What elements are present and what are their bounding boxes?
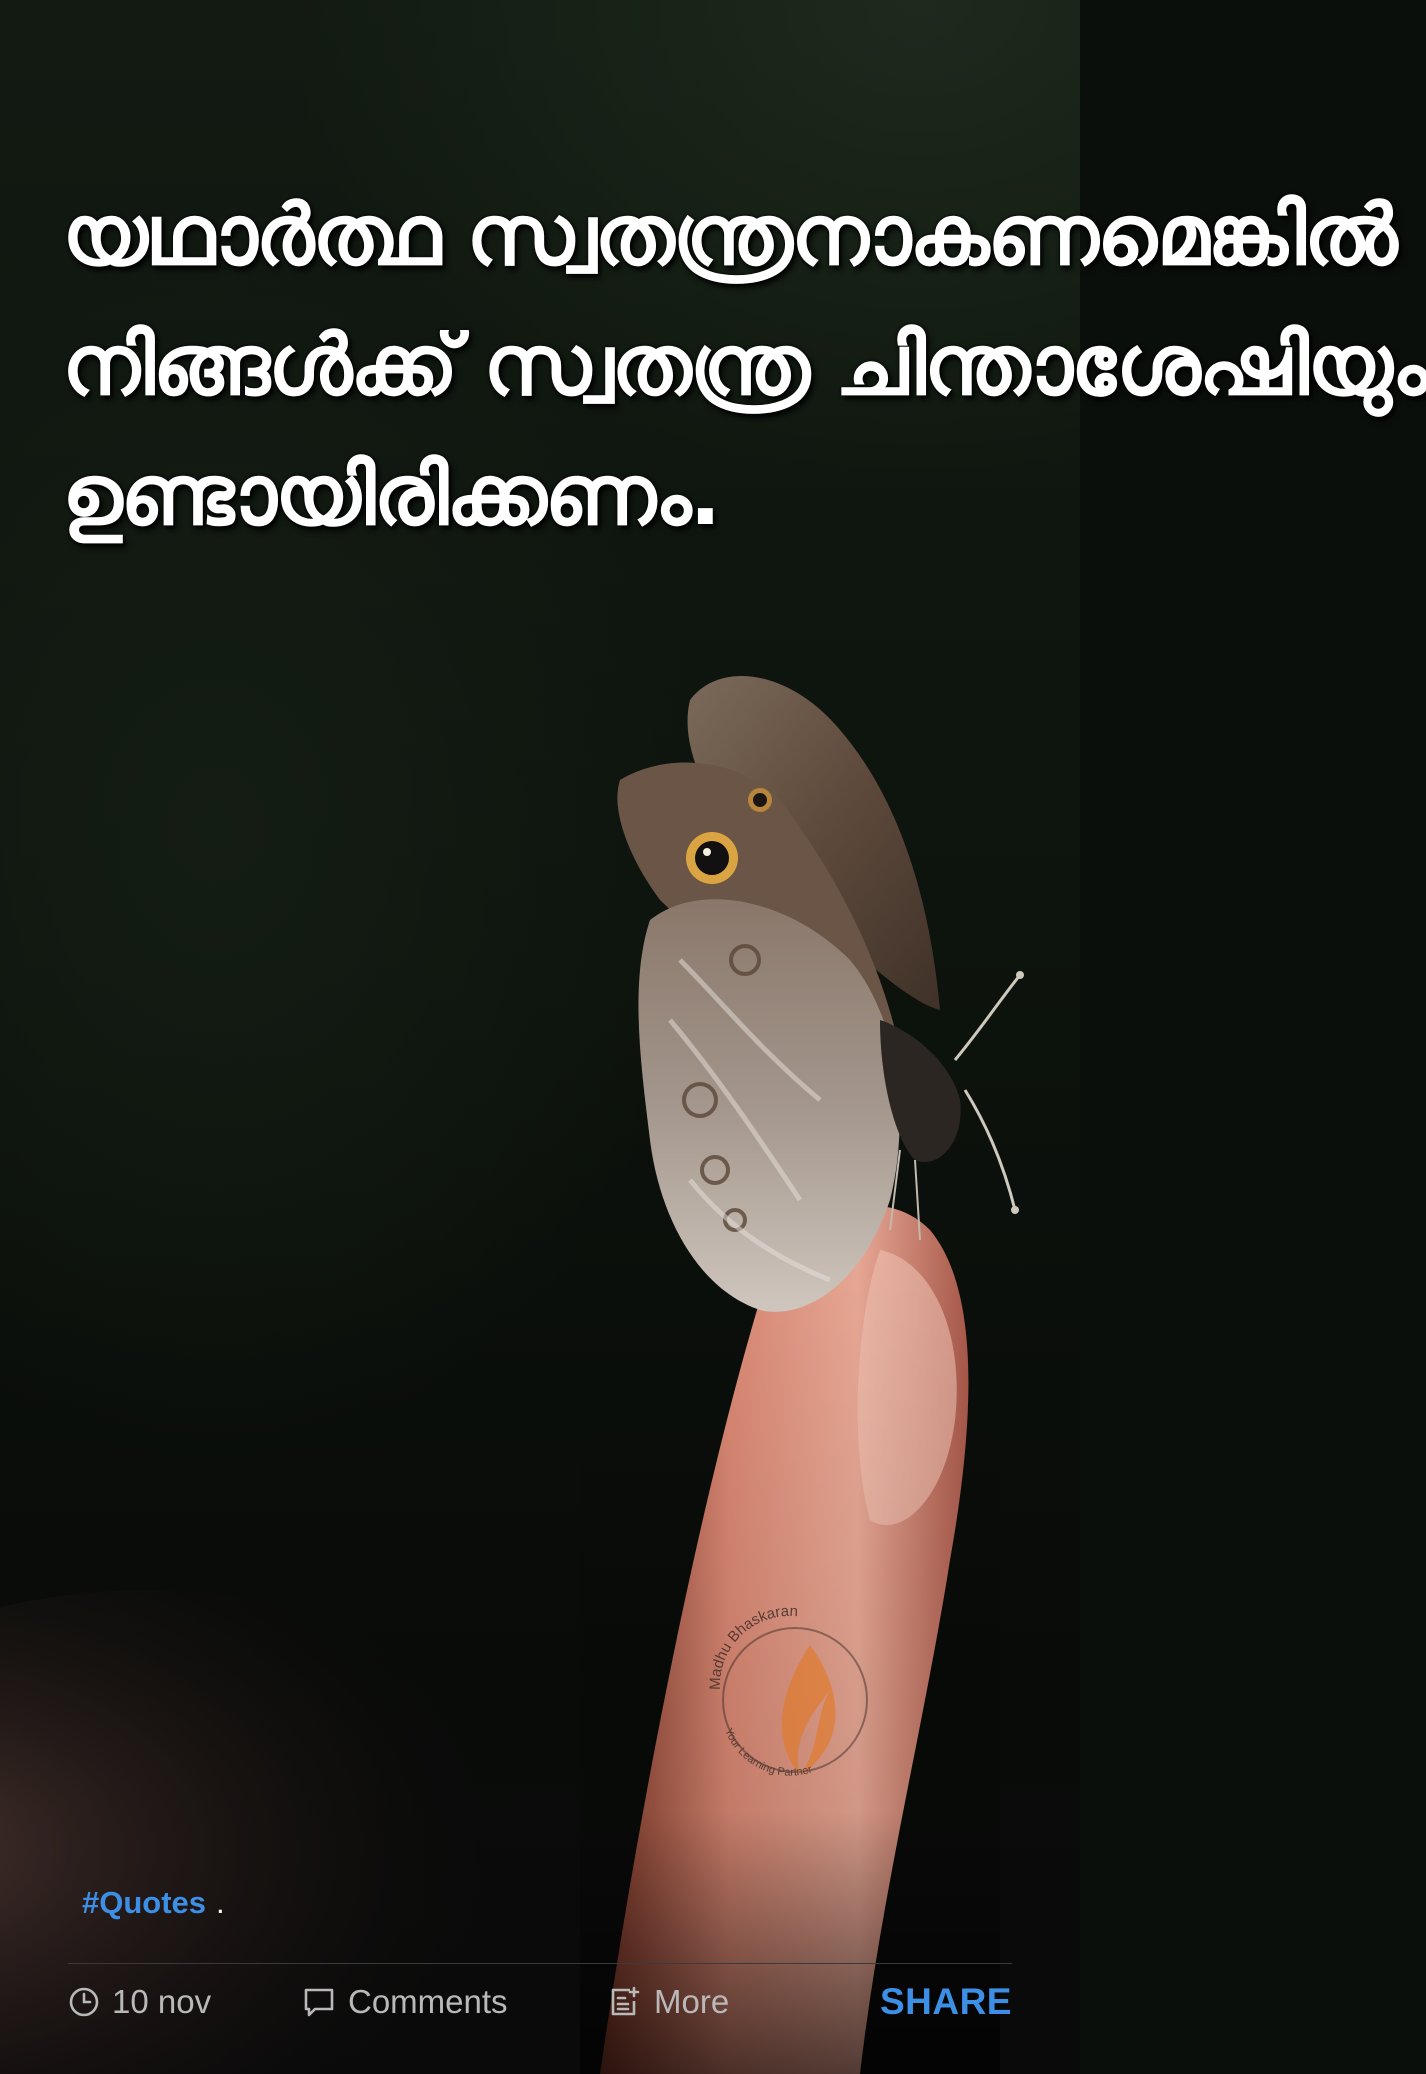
- hashtag-link[interactable]: #Quotes: [82, 1885, 207, 1920]
- edit-note-icon: [608, 1985, 642, 2019]
- quote-line-3: ഉണ്ടായിരിക്കണം.: [62, 446, 720, 544]
- clock-icon: [68, 1986, 100, 2018]
- watermark-bottom-text: Your Learning Partner: [722, 1726, 814, 1779]
- more-label: More: [654, 1983, 730, 2020]
- quote-line-1: യഥാർത്ഥ സ്വതന്ത്രനാകണമെങ്കിൽ: [62, 186, 1396, 284]
- svg-text:Madhu Bhaskaran: [707, 1603, 799, 1690]
- more-button[interactable]: [608, 1966, 729, 2038]
- comments-button[interactable]: [302, 1966, 508, 2038]
- comment-bubble-icon: [302, 1985, 336, 2019]
- post-date-text: 10 nov: [112, 1983, 212, 2020]
- post-date: [68, 1966, 211, 2038]
- tag-row: [82, 1878, 225, 1928]
- post-action-bar: [68, 1966, 1012, 2038]
- footer-divider: [68, 1963, 1012, 1964]
- watermark-top-text: Madhu Bhaskaran: [706, 1602, 799, 1691]
- quote-text: [62, 170, 1426, 560]
- comments-label: Comments: [348, 1983, 508, 2020]
- share-button[interactable]: SHARE: [879, 1981, 1012, 2022]
- watermark-logo: [700, 1540, 870, 1840]
- tag-separator: .: [216, 1885, 225, 1920]
- quote-line-2: നിങ്ങൾക്ക് സ്വതന്ത്ര ചിന്താശേഷിയും: [62, 316, 1426, 414]
